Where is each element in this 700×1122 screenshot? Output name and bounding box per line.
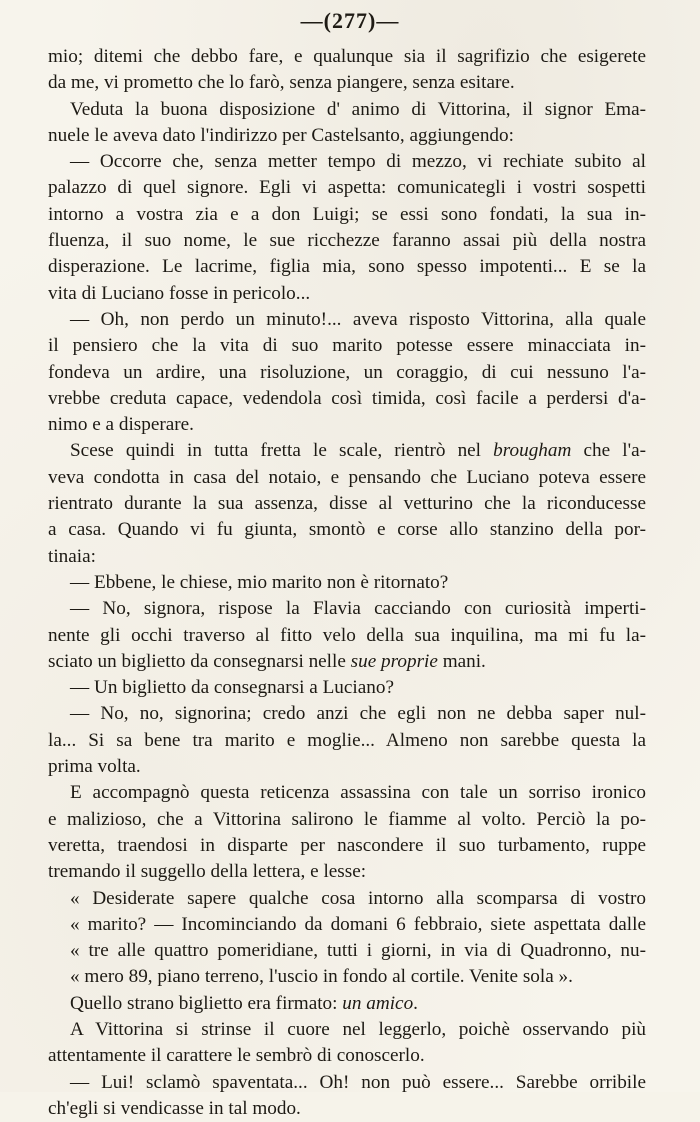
text-line: Quello strano biglietto era firmato: un amico. <box>70 992 418 1014</box>
text-line: palazzo di quel signore. Egli vi aspetta: comunicategli i vostri sospetti <box>48 177 646 199</box>
text-line: — No, signora, rispose la Flavia cacciando con curiosità imperti- <box>70 598 646 620</box>
text-line: intorno a vostra zia e a don Luigi; se essi sono fondati, la sua in- <box>48 203 646 225</box>
text-line: — Oh, non perdo un minuto!... aveva risposto Vittorina, alla quale <box>70 308 646 330</box>
text-line: attentamente il carattere le sembrò di conoscerlo. <box>48 1045 425 1067</box>
text-line: veretta, traendosi in disparte per nascondere il suo turbamento, ruppe <box>48 834 646 856</box>
text-line: sciato un biglietto da consegnarsi nelle sue proprie mani. <box>48 650 486 672</box>
text-line: rientrato durante la sua assenza, disse al vetturino che la riconducesse <box>48 493 646 515</box>
text-line: tremando il suggello della lettera, e lesse: <box>48 861 367 883</box>
text-line: E accompagnò questa reticenza assassina con tale un sorriso ironico <box>70 782 646 804</box>
text-line: Veduta la buona disposizione d' animo di Vittorina, il signor Ema- <box>70 98 646 120</box>
text-line: — Occorre che, senza metter tempo di mezzo, vi rechiate subito al <box>70 151 646 173</box>
italic-text: brougham <box>493 440 572 462</box>
text-line: disperazione. Le lacrime, figlia mia, sono spesso impotenti... E se la <box>48 256 646 278</box>
text-line: vita di Luciano fosse in pericolo... <box>48 282 311 304</box>
italic-text: un amico <box>342 992 414 1014</box>
text-line: « marito? — Incominciando da domani 6 febbraio, siete aspettata dalle <box>70 913 646 935</box>
text-line: nimo e a disperare. <box>48 414 194 436</box>
text-line: a casa. Quando vi fu giunta, smontò e corse allo stanzino della por- <box>48 519 646 541</box>
text-line: nente gli occhi traverso al fitto velo della sua inquilina, ma mi fu la- <box>48 624 646 646</box>
text-line: « tre alle quattro pomeridiane, tutti i giorni, in via di Quadronno, nu- <box>70 940 646 962</box>
text-line: nuele le aveva dato l'indirizzo per Castelsanto, aggiungendo: <box>48 124 514 146</box>
page-number: —(277)— <box>300 8 400 33</box>
text-line: fluenza, il suo nome, le sue ricchezze faranno assai più della nostra <box>48 230 646 252</box>
text-line: Scese quindi in tutta fretta le scale, rientrò nel brougham che l'a- <box>70 440 646 462</box>
text-line: prima volta. <box>48 756 141 778</box>
text-line: — Lui! sclamò spaventata... Oh! non può essere... Sarebbe orribile <box>70 1071 646 1093</box>
italic-text: sue proprie <box>350 650 438 672</box>
text-line: « Desiderate sapere qualche cosa intorno alla scomparsa di vostro <box>70 887 646 909</box>
text-line: — No, no, signorina; credo anzi che egli non ne debba saper nul- <box>70 703 646 725</box>
text-line: e malizioso, che a Vittorina salirono le fiamme al volto. Perciò la po- <box>48 808 646 830</box>
text-line: da me, vi prometto che lo farò, senza piangere, senza esitare. <box>48 72 515 94</box>
text-line: « mero 89, piano terreno, l'uscio in fondo al cortile. Venite sola ». <box>70 966 573 988</box>
text-line: ch'egli si vendicasse in tal modo. <box>48 1097 301 1119</box>
text-line: fondeva un ardire, una risoluzione, un coraggio, di cui nessuno l'a- <box>48 361 646 383</box>
text-line: A Vittorina si strinse il cuore nel leggerlo, poichè osservando più <box>70 1018 646 1040</box>
text-line: mio; ditemi che debbo fare, e qualunque sia il sagrifizio che esigerete <box>48 46 646 67</box>
text-line: il pensiero che la vita di suo marito potesse essere minacciata in- <box>48 335 646 357</box>
text-line: — Ebbene, le chiese, mio marito non è ritornato? <box>70 571 449 593</box>
text-line: la... Si sa bene tra marito e moglie... Almeno non sarebbe questa la <box>48 729 646 751</box>
text-line: vrebbe creduta capace, vedendola così timida, così facile a perdersi d'a- <box>48 387 646 409</box>
body-text <box>48 44 646 1122</box>
text-line: tinaia: <box>48 545 96 567</box>
text-line: veva condotta in casa del notaio, e pensando che Luciano poteva essere <box>48 466 646 488</box>
text-line: — Un biglietto da consegnarsi a Luciano? <box>70 677 394 699</box>
